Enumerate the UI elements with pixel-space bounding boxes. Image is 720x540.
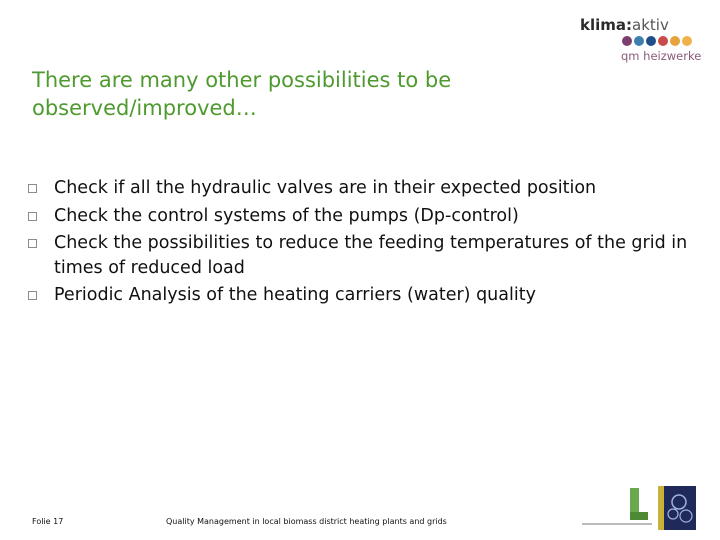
- bullet-text: Periodic Analysis of the heating carriers (water) quality: [54, 285, 536, 305]
- slide-number: Folie 17: [32, 517, 64, 526]
- bullet-text: Check the possibilities to reduce the feeding temperatures of the grid in times of reduced load: [54, 233, 688, 278]
- bullet-box-icon: [28, 212, 37, 221]
- bullet-item: [26, 176, 706, 201]
- bullet-box-icon: [28, 184, 37, 193]
- logo-brand-colon: :: [626, 16, 633, 34]
- bullet-item: [26, 204, 706, 229]
- logo-brand-bold: klima: [580, 16, 627, 34]
- l-logo-icon: [582, 488, 652, 525]
- bullet-box-icon: [28, 239, 37, 248]
- logo-dot: [646, 36, 656, 46]
- bullet-item: [26, 283, 706, 308]
- logo-brand-light: aktiv: [632, 16, 669, 34]
- logo-dots: [622, 36, 692, 46]
- logo-dot: [670, 36, 680, 46]
- bullet-item: [26, 231, 706, 280]
- logo-dot: [658, 36, 668, 46]
- footer-caption: Quality Management in local biomass district heating plants and grids: [166, 517, 447, 526]
- logo-dot: [622, 36, 632, 46]
- bullet-box-icon: [28, 291, 37, 300]
- logo-dot: [634, 36, 644, 46]
- bullet-text: Check the control systems of the pumps (Dp-control): [54, 205, 519, 226]
- logo-dot: [682, 36, 692, 46]
- energy-partner-logo-icon: [658, 486, 696, 530]
- bullet-text: Check if all the hydraulic valves are in their expected position: [54, 178, 597, 198]
- slide-title: There are many other possibilities to be observed/improved…: [32, 68, 452, 120]
- klima-aktiv-logo: [578, 14, 708, 74]
- bullet-list: [26, 176, 706, 311]
- partner-logos: [578, 486, 698, 530]
- logo-subtitle: qm heizwerke: [621, 49, 702, 63]
